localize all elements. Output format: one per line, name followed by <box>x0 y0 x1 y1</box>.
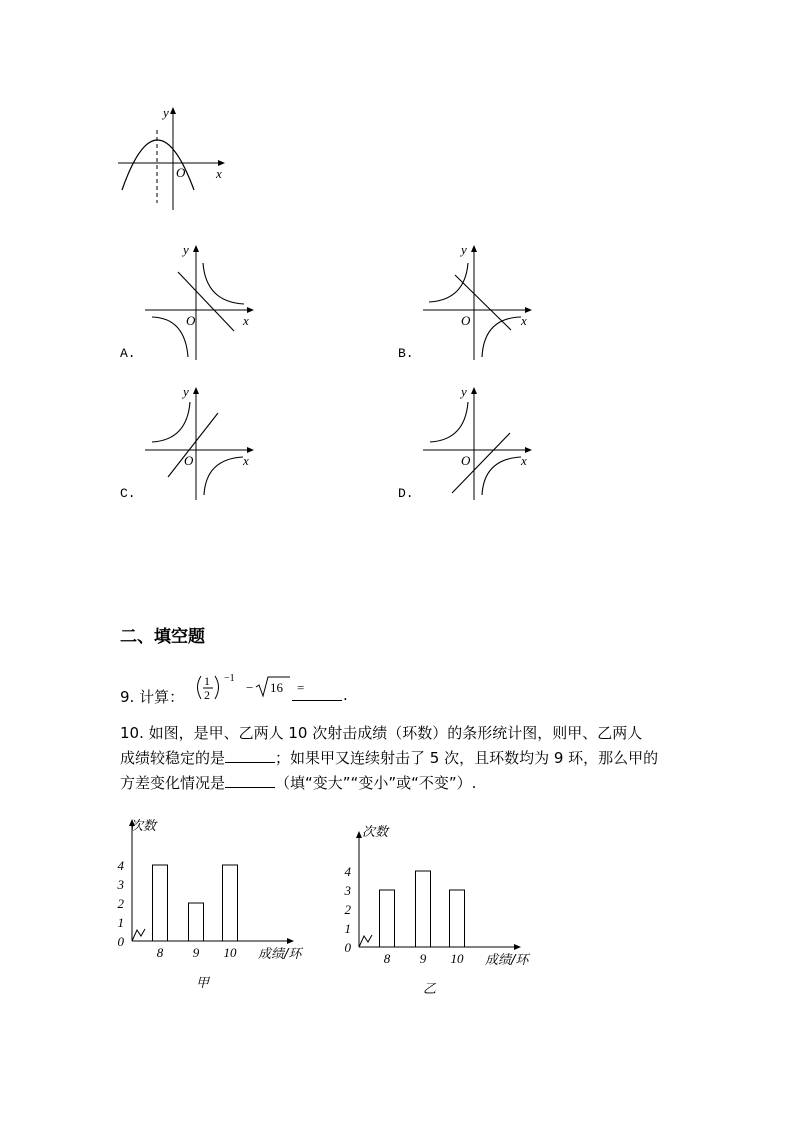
x-ticks <box>384 951 464 966</box>
bar-9 <box>189 903 204 941</box>
option-c-graph <box>140 380 260 505</box>
frac-numerator: 1 <box>204 674 210 688</box>
bar-chart-yi <box>337 816 547 1001</box>
q10-line3-a: 方差变化情况是 <box>120 774 226 792</box>
q9-suffix: . <box>343 686 348 704</box>
parabola-graph <box>110 100 240 215</box>
x-tick-label: 8 <box>383 951 391 966</box>
bar-10 <box>450 890 465 947</box>
x-axis-label: x <box>521 453 527 468</box>
x-tick-label: 8 <box>156 945 164 960</box>
origin-label: O <box>186 313 196 328</box>
option-a-graph <box>140 238 260 363</box>
y-tick-label: 1 <box>117 915 124 930</box>
hyperbola-q4 <box>482 457 521 495</box>
y-axis-label: y <box>163 105 169 120</box>
origin-label: O <box>461 313 471 328</box>
radicand: 16 <box>270 680 283 695</box>
q10-line2 <box>120 747 658 768</box>
axis-break <box>132 929 145 941</box>
x-axis-label: x <box>243 313 249 328</box>
option-b-graph <box>418 238 538 363</box>
bars <box>153 865 238 941</box>
chart-title: 甲 <box>196 976 210 991</box>
y-tick-label: 2 <box>344 902 351 917</box>
bar-8 <box>153 865 168 941</box>
bar-10 <box>223 865 238 941</box>
hyperbola-q4 <box>204 457 243 495</box>
hyperbola-q3 <box>152 317 188 357</box>
section-title: 二、填空题 <box>120 627 205 647</box>
minus-sign: − <box>246 680 254 695</box>
bar-8 <box>380 890 395 947</box>
x-tick-label: 9 <box>192 945 200 960</box>
y-tick-label: 0 <box>344 940 351 955</box>
y-tick-label: 3 <box>344 883 351 898</box>
option-a-label[interactable]: A. <box>120 346 136 361</box>
bar-chart-jia <box>110 810 320 995</box>
x-axis-label: x <box>521 313 527 328</box>
bars <box>380 871 465 947</box>
origin-label: O <box>176 165 186 180</box>
q9-answer-blank[interactable] <box>292 686 342 701</box>
x-tick-label: 10 <box>223 945 237 960</box>
x-axis-label: x <box>243 453 249 468</box>
bar-9 <box>416 871 431 947</box>
chart-title: 乙 <box>423 982 437 997</box>
option-d-label[interactable]: D. <box>398 486 414 501</box>
hyperbola-q1 <box>203 263 244 304</box>
y-ticks <box>344 864 352 955</box>
y-axis-label: y <box>183 384 189 399</box>
option-c-label[interactable]: C. <box>120 486 136 501</box>
y-tick-label: 4 <box>344 864 351 879</box>
frac-denominator: 2 <box>204 688 210 702</box>
y-tick-label: 0 <box>117 934 124 949</box>
equals-sign: = <box>297 680 305 695</box>
origin-label: O <box>461 453 471 468</box>
hyperbola-q2 <box>430 402 468 442</box>
y-axis-label: y <box>461 242 467 257</box>
q9-prefix: 9. 计算： <box>120 688 185 706</box>
hyperbola-q4 <box>482 317 521 357</box>
x-tick-label: 10 <box>450 951 464 966</box>
y-axis-title: 次数 <box>362 825 389 840</box>
x-axis-title: 成绩/环 <box>258 947 302 962</box>
y-tick-label: 4 <box>117 858 124 873</box>
q10-line2-a: 成绩较稳定的是 <box>120 749 226 767</box>
y-tick-label: 2 <box>117 896 124 911</box>
q10-answer-blank-1[interactable] <box>225 748 275 763</box>
x-ticks <box>157 945 237 960</box>
axis-break <box>359 935 372 947</box>
q10-line3 <box>120 772 476 793</box>
q10-answer-blank-2[interactable] <box>225 773 275 788</box>
y-tick-label: 1 <box>344 921 351 936</box>
question-9 <box>120 672 520 706</box>
y-axis-label: y <box>461 384 467 399</box>
y-tick-label: 3 <box>117 877 124 892</box>
option-b-label[interactable]: B. <box>398 346 414 361</box>
q10-line1: 10. 如图，是甲、乙两人 10 次射击成绩（环数）的条形统计图，则甲、乙两人 <box>120 724 643 742</box>
x-tick-label: 9 <box>419 951 427 966</box>
option-d-graph <box>418 380 538 505</box>
origin-label: O <box>184 453 194 468</box>
q10-line2-b: ；如果甲又连续射击了 5 次，且环数均为 9 环，那么甲的 <box>275 749 659 767</box>
x-axis-label: x <box>216 166 222 181</box>
q10-line3-b: （填“变大”“变小”或“不变”）. <box>275 774 477 792</box>
y-axis-label: y <box>183 242 189 257</box>
hyperbola-q2 <box>152 402 190 442</box>
y-ticks <box>117 858 125 949</box>
x-axis-title: 成绩/环 <box>485 953 529 968</box>
y-axis-title: 次数 <box>130 819 157 834</box>
exponent: −1 <box>224 673 235 684</box>
